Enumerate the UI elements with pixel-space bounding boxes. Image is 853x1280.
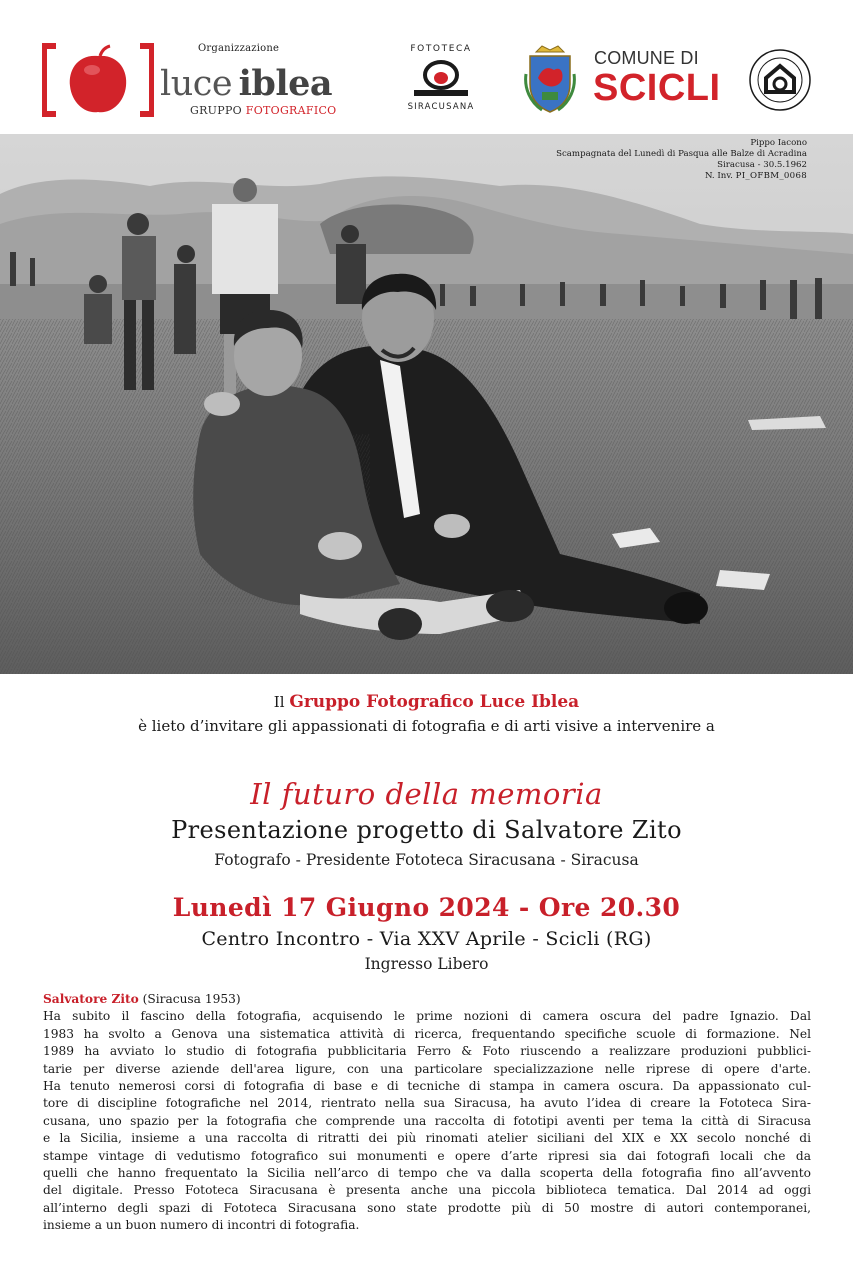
event-subtitle: Presentazione progetto di Salvatore Zito — [171, 816, 682, 844]
event-title: Il futuro della memoria — [250, 777, 603, 811]
luce-iblea-logo-icon — [42, 42, 154, 118]
fototeca-top-label: FOTOTECA — [410, 44, 472, 54]
luce-iblea-wordmark — [160, 64, 332, 104]
bio-origin: (Siracusa 1953) — [142, 992, 241, 1006]
bio-line: all’interno degli spazi di Fototeca Siracusana sono state prodotte più di 50 mostre di autori contemporanei, — [43, 1200, 811, 1215]
event-speaker-role: Fotografo - Presidente Fototeca Siracusana - Siracusa — [214, 851, 639, 869]
invite-il: Il — [273, 693, 285, 711]
header-logos — [0, 0, 853, 134]
photo-inventory — [556, 171, 807, 182]
event-entry: Ingresso Libero — [364, 955, 489, 973]
bio-line: 1983 ha svolto a Genova una sistematica attività di ricerca, frequentando specifiche scuole di formazione. Nel — [43, 1026, 811, 1041]
photo-illustration — [0, 134, 853, 674]
photo-author: Pippo Iacono — [750, 138, 807, 148]
bio-line: insieme a un buon numero di incontri di fotografia. — [43, 1218, 360, 1233]
fototeca-bottom-label: SIRACUSANA — [407, 102, 475, 112]
unesco-world-heritage-icon — [748, 48, 812, 112]
photo-place-date: Siracusa - 30.5.1962 — [717, 160, 807, 170]
bio-line: quelli che hanno frequentato la Sicilia nell’arco di tempo che va dalla scoperta della fotografia fino all’avvento — [43, 1166, 811, 1181]
scicli-crest-icon — [524, 44, 576, 114]
photo-caption: Scampagnata del Lunedì di Pasqua alle Balze di Acradina — [556, 149, 807, 159]
bio-line: tore di discipline fotografiche nel 2014, rientrato nella sua Siracusa, ha avuto l’idea di creare la Fototeca Sira- — [43, 1096, 811, 1111]
invite-line-2: è lieto d’invitare gli appassionati di fotografia e di arti visive a intervenire a — [138, 717, 715, 735]
comune-label: COMUNE DI — [594, 48, 699, 68]
event-place: Centro Incontro - Via XXV Aprile - Scicli (RG) — [201, 928, 652, 950]
bio-line: tarie per diverse aziende dell'area ligure, con una particolare specializzazione nelle riprese di opere d'arte. — [43, 1061, 811, 1076]
bio-line: 1989 ha avviato lo studio di fotografia pubblicitaria Ferro & Foto riuscendo a realizzare produzioni pubblici- — [43, 1044, 811, 1059]
archive-photo — [0, 134, 853, 674]
bio-line: del digitale. Presso Fototeca Siracusana è presenta anche una piccola biblioteca tematica. Dal 2014 ad oggi — [43, 1183, 811, 1198]
luce-iblea-subtitle — [190, 104, 337, 117]
invite-line-1 — [0, 692, 853, 712]
bio-heading — [43, 991, 811, 1008]
biography — [43, 991, 811, 1235]
bio-line: cusana, uno spazio per la fotografia che comprende una raccolta di fototipi aventi per tema la città di Siracusa — [43, 1113, 811, 1128]
scicli-wordmark: SCICLI — [593, 67, 721, 109]
bio-line: stampe vintage di vedutismo fotografico sui monumenti e opere d’arte ripresi sia dai fotografi locali che da — [43, 1148, 811, 1163]
bio-line: e la Sicilia, insieme a una raccolta di ritratti dei più rinomati atelier siciliani del XIX e XX secolo nonché di — [43, 1131, 811, 1146]
luce-iblea-sub-prefix: GRUPPO — [190, 104, 242, 117]
luce-iblea-sub-red: FOTOGRAFICO — [245, 104, 337, 117]
bio-line: Ha subito il fascino della fotografia, acquisendo le prime nozioni di camera oscura del padre Ignazio. Dal — [43, 1009, 811, 1024]
luce-iblea-org-label: Organizzazione — [198, 43, 280, 54]
bio-name: Salvatore Zito — [43, 992, 139, 1006]
inventory-prefix: N. Inv. — [704, 171, 733, 181]
bio-line: Ha tenuto nemerosi corsi di fotografia di base e di tecniche di stampa in camera oscura. Da appassionato cul- — [43, 1079, 811, 1094]
fototeca-logo-icon — [410, 58, 472, 98]
event-datetime: Lunedì 17 Giugno 2024 - Ore 20.30 — [172, 893, 681, 922]
inventory-code: PI_OFBM_0068 — [735, 171, 807, 181]
photo-credit — [556, 138, 807, 182]
luce-iblea-name-light: luce — [160, 64, 233, 104]
luce-iblea-name-bold: iblea — [238, 63, 333, 104]
invite-group-name: Gruppo Fotografico Luce Iblea — [289, 692, 580, 712]
